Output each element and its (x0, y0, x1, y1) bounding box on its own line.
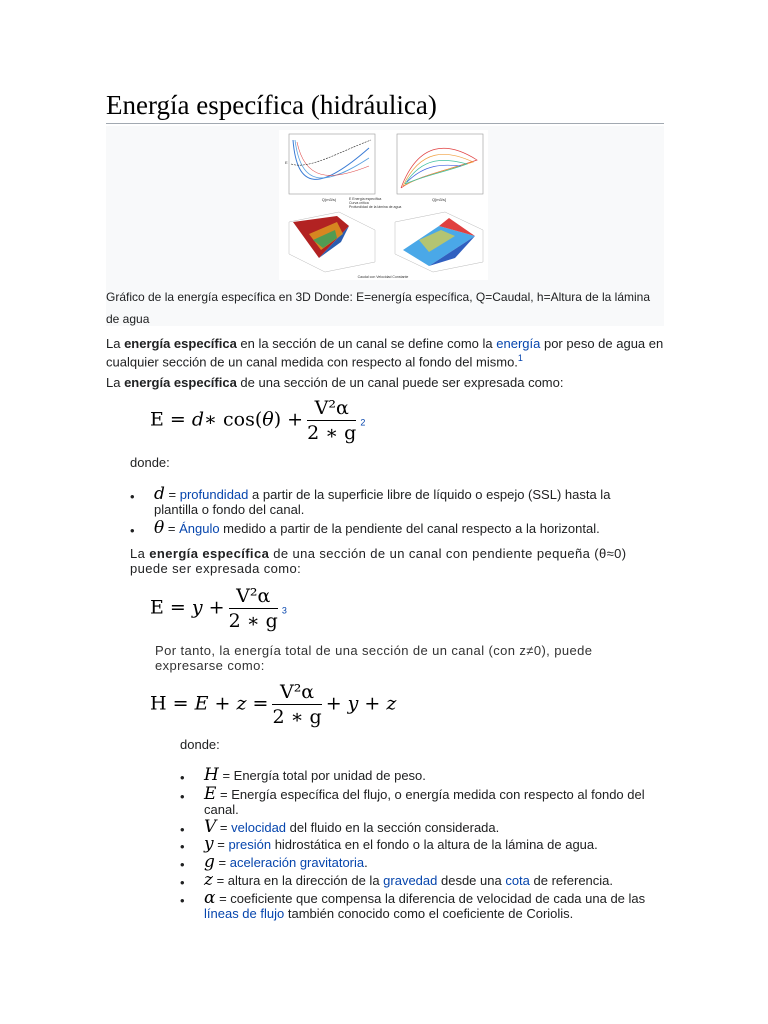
figure-caption: Gráfico de la energía específica en 3D Donde: E=energía específica, Q=Caudal, h=Altura de la lámina de agua (106, 290, 650, 326)
equation-total-energy: H = E + z = $\frac{\text{V²α}}{2 ∗ g}$ + y + z (150, 681, 397, 728)
link-angulo[interactable]: Ángulo (179, 521, 220, 536)
paragraph-definition: La energía específica en la sección de un canal se define como la energía por peso de agua en cualquier sección de un canal medida con respecto al fondo del mismo.$^1$ (106, 336, 664, 370)
list-item: • y = presión hidrostática en el fondo o la altura de la lámina de agua. (180, 834, 598, 854)
title-divider (106, 123, 664, 124)
list-item: • d = profundidad a partir de la superficie libre de líquido o espejo (SSL) hasta la plantilla o fondo del canal. (130, 484, 611, 517)
plot-label: Q[m3/s] (431, 197, 447, 202)
list-item: • θ = Ángulo medido a partir de la pendiente del canal respecto a la horizontal. (130, 518, 600, 538)
equation-specific-energy: E = d∗ cos(θ) + $\frac{\text{V²α}}{2 ∗ g}$ 2 (150, 397, 366, 444)
plot-3d-left (289, 212, 375, 272)
link-cota[interactable]: cota (505, 873, 530, 888)
link-velocidad[interactable]: velocidad (231, 820, 287, 835)
plot-3d-right (395, 212, 483, 272)
label-donde: donde: (130, 455, 170, 470)
link-presion[interactable]: presión (228, 837, 272, 852)
list-item: • z = altura en la dirección de la gravedad desde una cota de referencia. (180, 870, 614, 890)
plot-label: E (285, 160, 288, 165)
energy-plots-graphic (279, 130, 488, 280)
plot-2d-right (397, 134, 483, 202)
link-aceleracion-gravitatoria[interactable]: aceleración gravitatoria (229, 855, 365, 870)
reference-2[interactable]: 2 (360, 417, 366, 428)
plot-label: Q(m3/s) (321, 197, 337, 202)
paragraph-expression: La energía específica de una sección de un canal puede ser expresada como: (106, 375, 564, 390)
list-item: • E = Energía específica del flujo, o energía medida con respecto al fondo del canal. (180, 784, 645, 817)
list-item: • g = aceleración gravitatoria. (180, 852, 368, 872)
equation-small-slope: E = y + $\frac{\text{V²α}}{2 ∗ g}$ 3 (150, 585, 287, 632)
label-donde: donde: (180, 737, 220, 752)
link-profundidad[interactable]: profundidad (179, 487, 249, 502)
paragraph-small-slope: La energía específica de una sección de un canal con pendiente pequeña (θ≈0) puede ser expresada como: (130, 546, 627, 576)
page-title: Energía específica (hidráulica) (106, 90, 437, 120)
plot-2d-left (285, 134, 375, 202)
figure-image[interactable] (279, 130, 488, 280)
plot-legend: E Energía específica (349, 197, 382, 201)
plot-legend: Curva crítica (349, 201, 369, 205)
list-item: • H = Energía total por unidad de peso. (180, 765, 426, 785)
reference-1[interactable]: 1 (517, 353, 523, 363)
link-gravedad[interactable]: gravedad (383, 873, 438, 888)
link-lineas-de-flujo[interactable]: líneas de flujo (204, 906, 285, 921)
plot-legend: Profundidad de la lámina de agua (349, 205, 402, 209)
list-item: • α = coeficiente que compensa la diferencia de velocidad de cada una de las líneas de flujo también conocido como el coeficiente de Coriolis. (180, 888, 646, 921)
paragraph-total-energy: Por tanto, la energía total de una sección de un canal (con z≠0), puede expresarse como: (155, 643, 593, 673)
plot-label: Caudal con Velocidad Constante (357, 275, 409, 279)
link-energia[interactable]: energía (496, 336, 541, 351)
list-item: • V = velocidad del fluido en la sección considerada. (180, 817, 500, 837)
reference-3[interactable]: 3 (281, 605, 287, 616)
